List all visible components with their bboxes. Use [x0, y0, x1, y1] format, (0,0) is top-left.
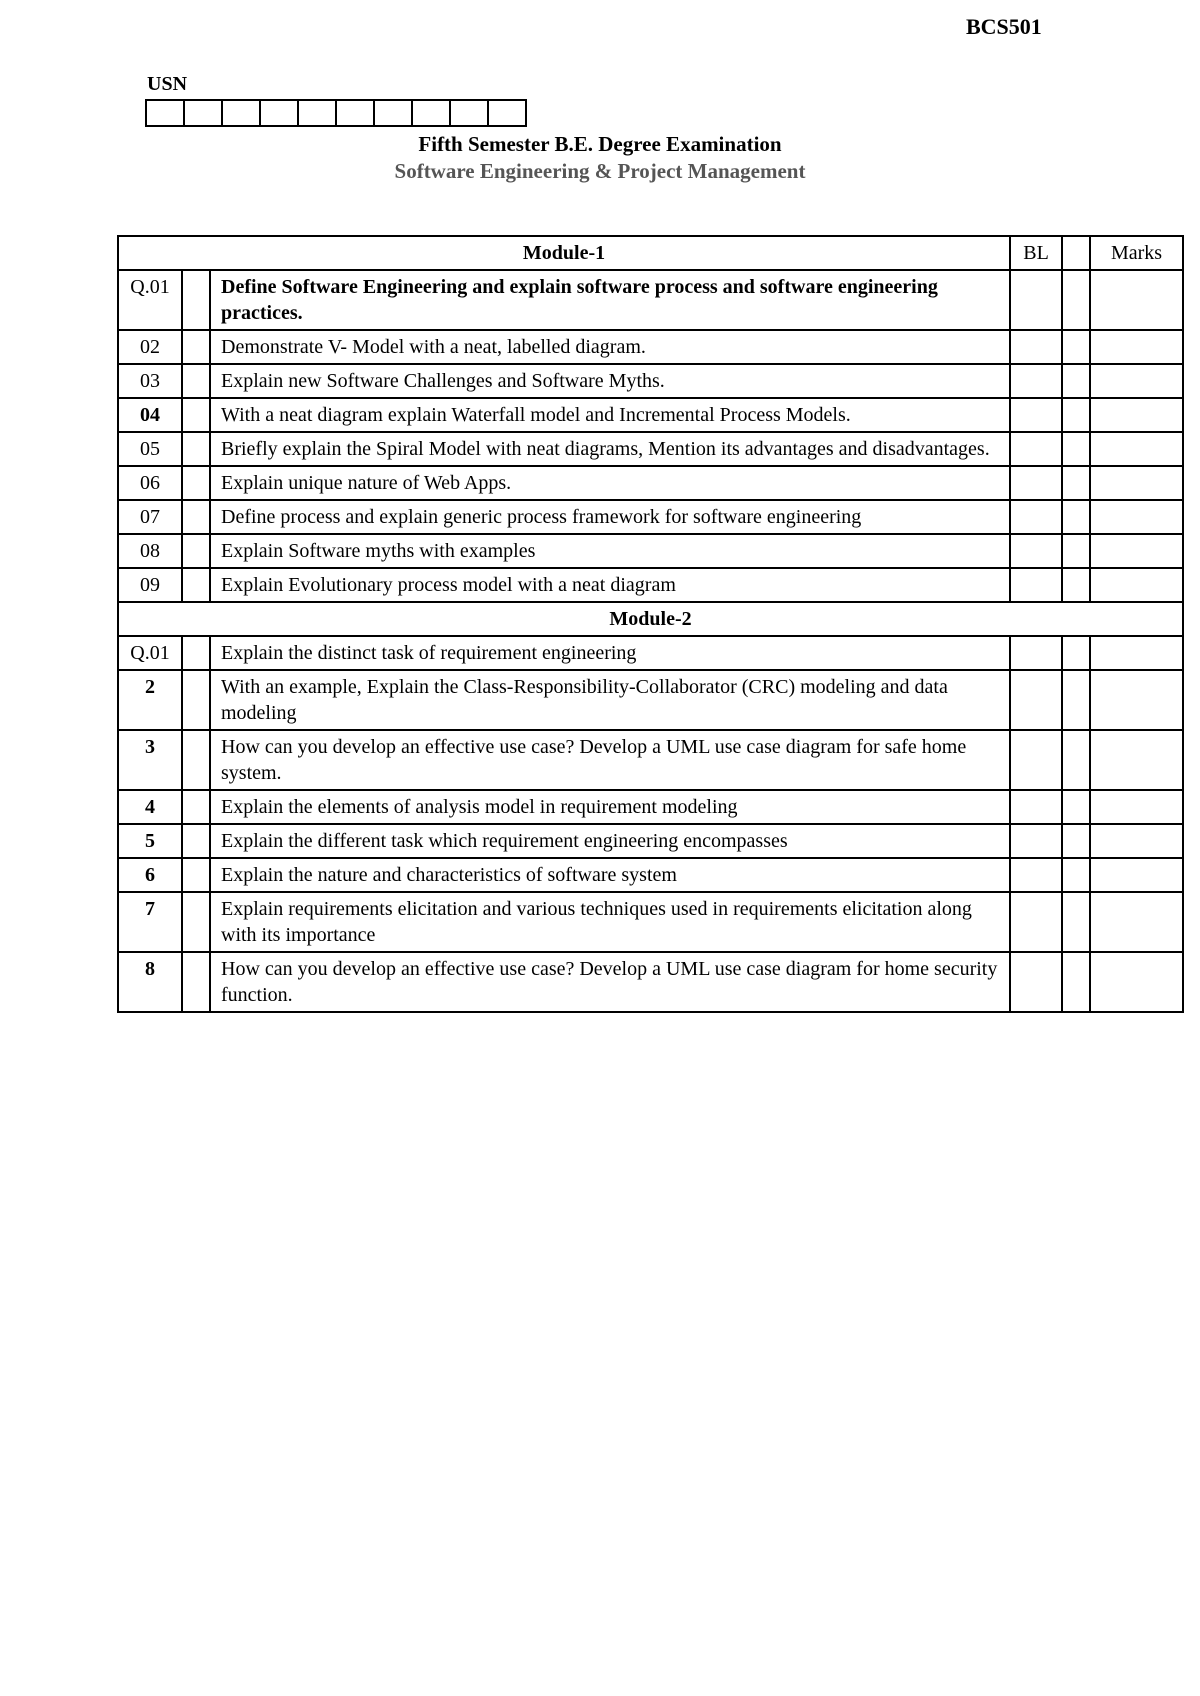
blank-cell	[1062, 858, 1090, 892]
marks-cell	[1090, 398, 1183, 432]
marks-cell	[1090, 892, 1183, 952]
usn-box	[373, 99, 413, 127]
question-row	[118, 270, 1183, 330]
bl-cell	[1010, 432, 1062, 466]
question-text: Explain the distinct task of requirement engineering	[210, 636, 1010, 670]
question-number: 7	[118, 892, 182, 952]
marks-cell	[1090, 432, 1183, 466]
course-code: BCS501	[966, 14, 1042, 39]
bl-cell	[1010, 670, 1062, 730]
question-number: 08	[118, 534, 182, 568]
question-row	[118, 534, 1183, 568]
question-number: 03	[118, 364, 182, 398]
blank-cell	[182, 466, 210, 500]
marks-cell	[1090, 636, 1183, 670]
marks-cell	[1090, 568, 1183, 602]
question-number: 09	[118, 568, 182, 602]
question-row	[118, 432, 1183, 466]
question-row	[118, 892, 1183, 952]
usn-box	[335, 99, 375, 127]
usn-box	[183, 99, 223, 127]
usn-box	[259, 99, 299, 127]
marks-cell	[1090, 824, 1183, 858]
question-row	[118, 466, 1183, 500]
blank-cell	[182, 730, 210, 790]
blank-cell	[182, 500, 210, 534]
question-table	[117, 235, 1184, 1013]
marks-cell	[1090, 534, 1183, 568]
question-row	[118, 636, 1183, 670]
exam-title: Fifth Semester B.E. Degree Examination	[418, 132, 782, 156]
question-text: Explain requirements elicitation and various techniques used in requirements elicitation along with its importance	[210, 892, 1010, 952]
question-number: 8	[118, 952, 182, 1012]
question-number: 2	[118, 670, 182, 730]
marks-cell	[1090, 858, 1183, 892]
question-text: Explain the different task which requirement engineering encompasses	[210, 824, 1010, 858]
bl-cell	[1010, 858, 1062, 892]
marks-cell	[1090, 466, 1183, 500]
marks-cell	[1090, 500, 1183, 534]
blank-cell	[1062, 364, 1090, 398]
question-row	[118, 670, 1183, 730]
bl-cell	[1010, 824, 1062, 858]
marks-cell	[1090, 790, 1183, 824]
marks-cell	[1090, 270, 1183, 330]
bl-cell	[1010, 364, 1062, 398]
blank-cell	[182, 858, 210, 892]
question-text: Explain unique nature of Web Apps.	[210, 466, 1010, 500]
blank-cell	[1062, 790, 1090, 824]
question-number: 04	[118, 398, 182, 432]
blank-cell	[1062, 236, 1090, 270]
question-row	[118, 568, 1183, 602]
blank-cell	[182, 568, 210, 602]
blank-cell	[182, 790, 210, 824]
module-1-header-row	[118, 236, 1183, 270]
usn-input-boxes	[145, 99, 525, 127]
question-text: Explain Evolutionary process model with a neat diagram	[210, 568, 1010, 602]
marks-cell	[1090, 730, 1183, 790]
bl-cell	[1010, 952, 1062, 1012]
bl-header: BL	[1010, 236, 1062, 270]
question-row	[118, 730, 1183, 790]
marks-cell	[1090, 952, 1183, 1012]
blank-cell	[182, 892, 210, 952]
usn-box	[297, 99, 337, 127]
blank-cell	[182, 824, 210, 858]
blank-cell	[1062, 500, 1090, 534]
blank-cell	[1062, 636, 1090, 670]
question-text: With an example, Explain the Class-Responsibility-Collaborator (CRC) modeling and data modeling	[210, 670, 1010, 730]
blank-cell	[182, 364, 210, 398]
question-text: With a neat diagram explain Waterfall model and Incremental Process Models.	[210, 398, 1010, 432]
bl-cell	[1010, 568, 1062, 602]
bl-cell	[1010, 730, 1062, 790]
question-text: Explain new Software Challenges and Software Myths.	[210, 364, 1010, 398]
question-number: 3	[118, 730, 182, 790]
usn-box	[411, 99, 451, 127]
subject-title: Software Engineering & Project Management	[394, 159, 806, 183]
bl-cell	[1010, 500, 1062, 534]
question-number: 05	[118, 432, 182, 466]
question-number: 6	[118, 858, 182, 892]
question-row	[118, 824, 1183, 858]
question-text: Demonstrate V- Model with a neat, labelled diagram.	[210, 330, 1010, 364]
blank-cell	[1062, 824, 1090, 858]
question-row	[118, 364, 1183, 398]
question-number: Q.01	[118, 636, 182, 670]
question-row	[118, 500, 1183, 534]
blank-cell	[182, 952, 210, 1012]
blank-cell	[182, 534, 210, 568]
blank-cell	[1062, 534, 1090, 568]
question-row	[118, 790, 1183, 824]
bl-cell	[1010, 636, 1062, 670]
blank-cell	[1062, 270, 1090, 330]
question-row	[118, 952, 1183, 1012]
blank-cell	[1062, 892, 1090, 952]
blank-cell	[182, 270, 210, 330]
question-text: Explain Software myths with examples	[210, 534, 1010, 568]
marks-cell	[1090, 670, 1183, 730]
usn-box	[145, 99, 185, 127]
question-number: Q.01	[118, 270, 182, 330]
question-text: Define Software Engineering and explain software process and software engineering practices.	[210, 270, 1010, 330]
blank-cell	[1062, 730, 1090, 790]
question-row	[118, 398, 1183, 432]
blank-cell	[182, 432, 210, 466]
blank-cell	[182, 330, 210, 364]
blank-cell	[182, 636, 210, 670]
question-text: How can you develop an effective use case? Develop a UML use case diagram for safe home system.	[210, 730, 1010, 790]
blank-cell	[182, 670, 210, 730]
module-1-title: Module-1	[118, 236, 1010, 270]
blank-cell	[182, 398, 210, 432]
usn-label: USN	[147, 73, 188, 95]
bl-cell	[1010, 790, 1062, 824]
marks-header: Marks	[1090, 236, 1183, 270]
question-row	[118, 858, 1183, 892]
module-2-header-row	[118, 602, 1183, 636]
question-text: Explain the nature and characteristics of software system	[210, 858, 1010, 892]
question-text: Explain the elements of analysis model in requirement modeling	[210, 790, 1010, 824]
question-text: How can you develop an effective use case? Develop a UML use case diagram for home security function.	[210, 952, 1010, 1012]
blank-cell	[1062, 568, 1090, 602]
marks-cell	[1090, 364, 1183, 398]
blank-cell	[1062, 466, 1090, 500]
blank-cell	[1062, 952, 1090, 1012]
usn-box	[221, 99, 261, 127]
question-number: 06	[118, 466, 182, 500]
question-text: Briefly explain the Spiral Model with neat diagrams, Mention its advantages and disadvantages.	[210, 432, 1010, 466]
bl-cell	[1010, 270, 1062, 330]
module-2-title: Module-2	[118, 602, 1183, 636]
blank-cell	[1062, 432, 1090, 466]
usn-box	[487, 99, 527, 127]
marks-cell	[1090, 330, 1183, 364]
question-number: 02	[118, 330, 182, 364]
bl-cell	[1010, 398, 1062, 432]
usn-box	[449, 99, 489, 127]
bl-cell	[1010, 466, 1062, 500]
question-number: 5	[118, 824, 182, 858]
bl-cell	[1010, 330, 1062, 364]
blank-cell	[1062, 330, 1090, 364]
question-row	[118, 330, 1183, 364]
blank-cell	[1062, 670, 1090, 730]
question-number: 4	[118, 790, 182, 824]
bl-cell	[1010, 892, 1062, 952]
question-text: Define process and explain generic process framework for software engineering	[210, 500, 1010, 534]
question-number: 07	[118, 500, 182, 534]
bl-cell	[1010, 534, 1062, 568]
blank-cell	[1062, 398, 1090, 432]
